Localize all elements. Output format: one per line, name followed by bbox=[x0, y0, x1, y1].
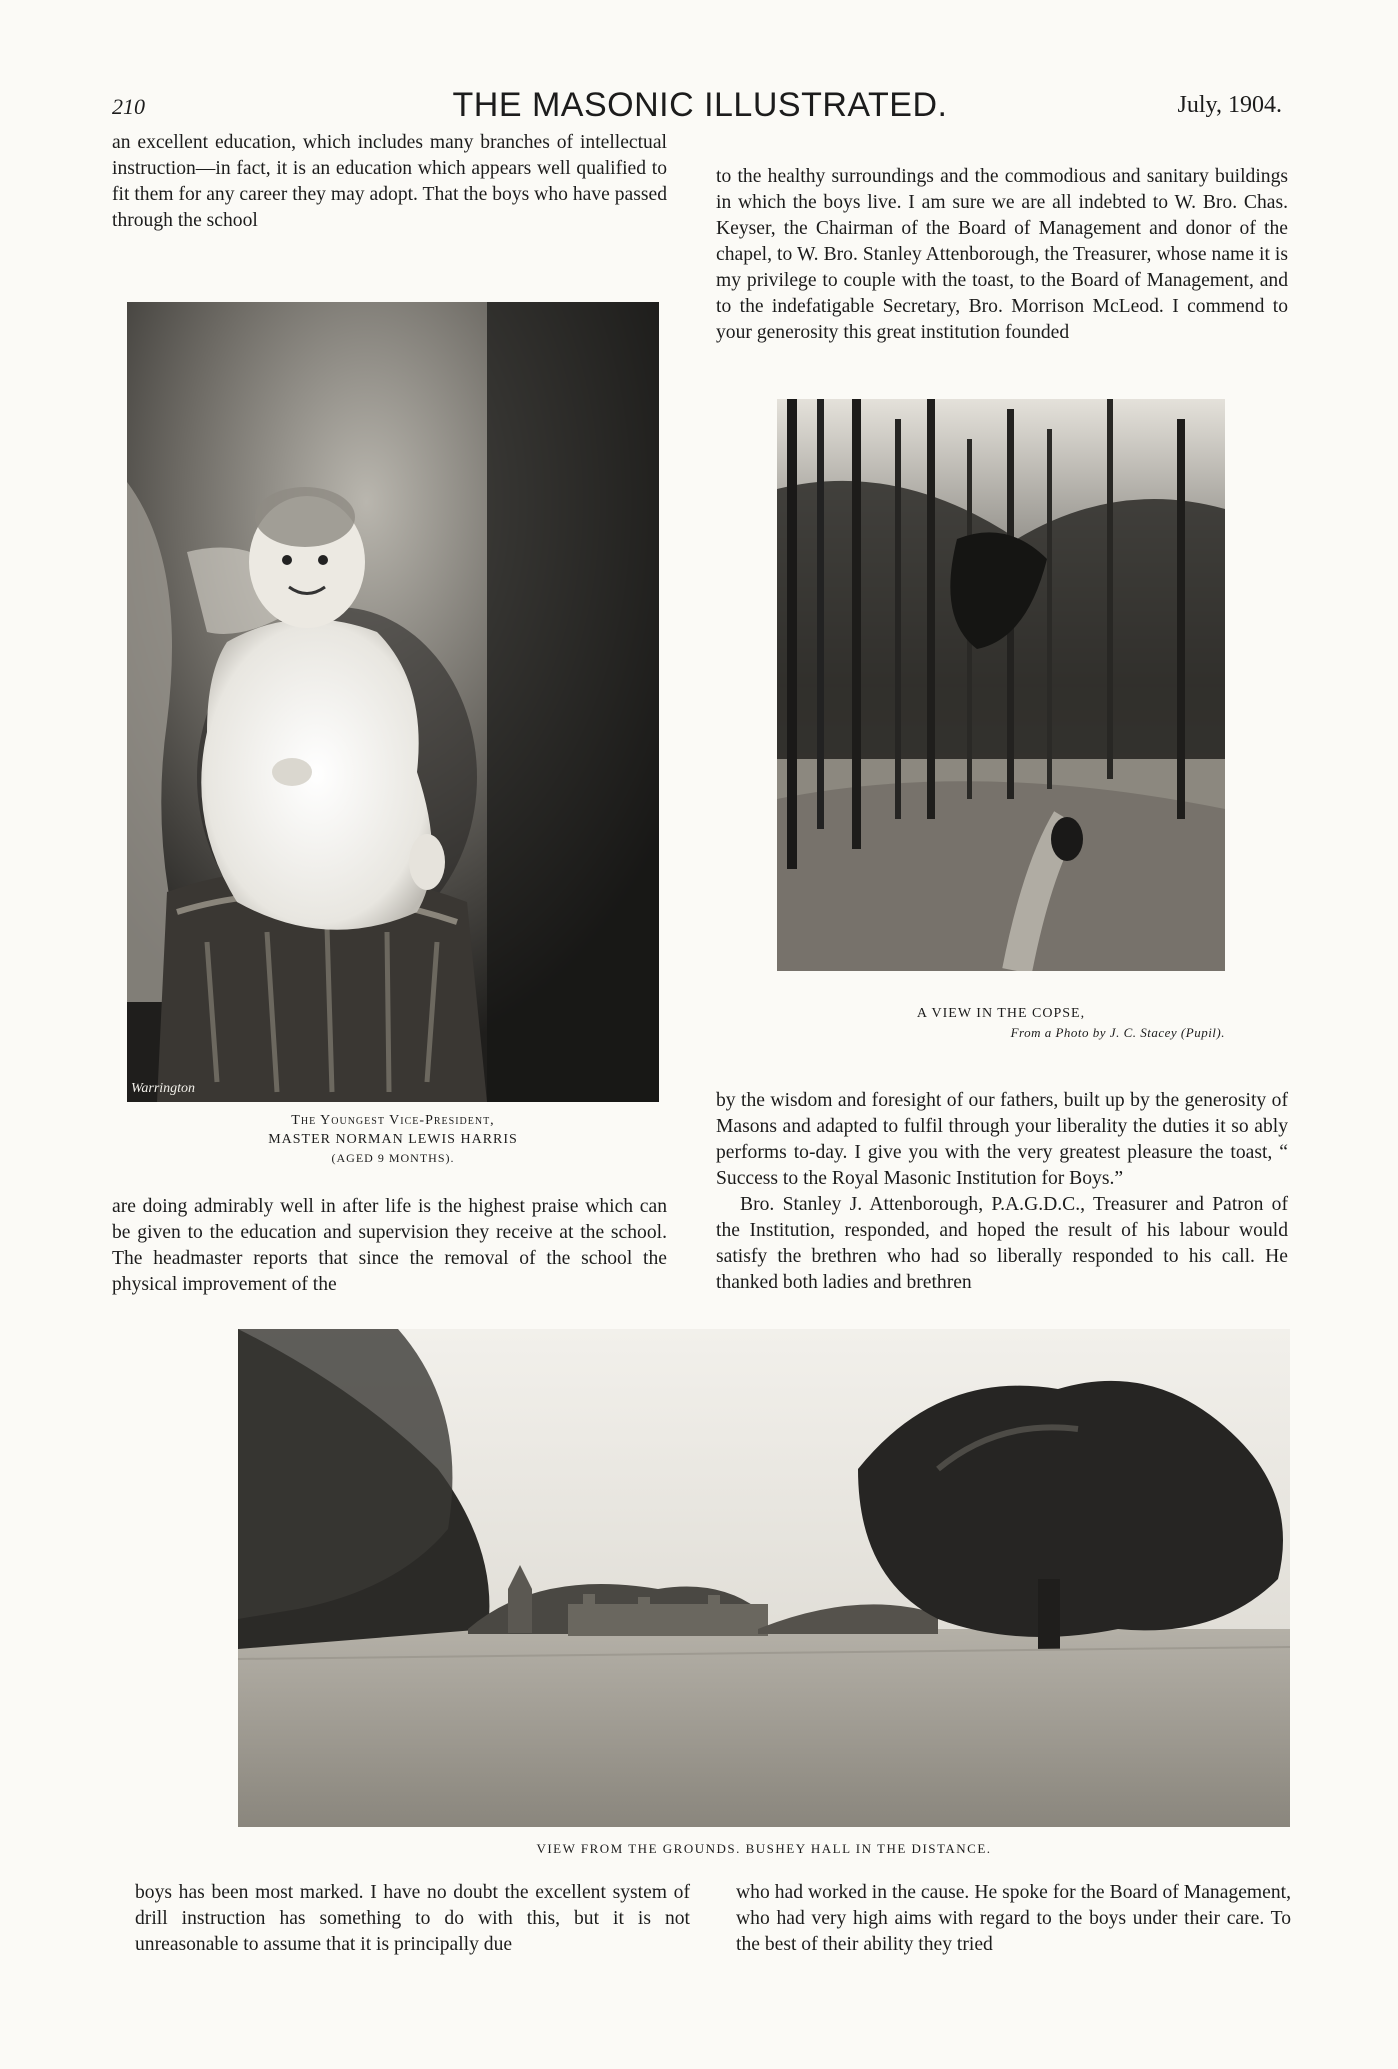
left-top-paragraph: an excellent education, which includes many branches of intellectual instruction—in fact, it is an education which appears well qualified to fit them for any career they may adopt. That the boys who have passed through the school bbox=[112, 132, 667, 231]
page-number: 210 bbox=[112, 94, 145, 119]
baby-photo-caption bbox=[127, 1111, 659, 1168]
bottom-right-text bbox=[736, 1880, 1291, 1958]
bottom-left-text bbox=[135, 1880, 690, 1958]
copse-caption-line2: From a Photo by J. C. Stacey (Pupil). bbox=[1010, 1025, 1225, 1040]
photo-signature: Warrington bbox=[131, 1081, 196, 1096]
baby-portrait-photo bbox=[127, 302, 659, 1102]
bottom-right-paragraph: who had worked in the cause. He spoke for the Board of Management, who had very high aims with regard to the boys under their care. To the best of their ability they tried bbox=[736, 1882, 1291, 1955]
baby-caption-line1: The Youngest Vice-President, bbox=[291, 1113, 495, 1128]
copse-photo bbox=[777, 399, 1225, 971]
baby-caption-line3: (AGED 9 MONTHS). bbox=[331, 1151, 455, 1165]
right-middle-paragraph: by the wisdom and foresight of our fathers, built up by the generosity of Masons and adapted to fulfil through your liberality the duties it so ably performs to-day. I give you with the very greatest pleasure the toast, “ Success to the Royal Masonic Institution for Boys.” bbox=[716, 1090, 1288, 1189]
left-column-top-text bbox=[112, 130, 667, 234]
right-column-middle-text bbox=[716, 1088, 1288, 1296]
grounds-photo-caption: VIEW FROM THE GROUNDS. BUSHEY HALL IN THE DISTANCE. bbox=[536, 1841, 992, 1856]
baby-caption-line2: MASTER NORMAN LEWIS HARRIS bbox=[268, 1132, 518, 1147]
copse-photo-caption bbox=[777, 1004, 1225, 1042]
left-bottom-paragraph: are doing admirably well in after life is the highest praise which can be given to the education and supervision they receive at the school. The headmaster reports that since the removal of the school the physical improvement of the bbox=[112, 1196, 667, 1295]
right-middle-paragraph-2: Bro. Stanley J. Attenborough, P.A.G.D.C., Treasurer and Patron of the Institution, responded, and hoped the result of his labour would satisfy the brethren who had so liberally responded to his call. He thanked both ladies and brethren bbox=[716, 1194, 1288, 1293]
issue-date: July, 1904. bbox=[1177, 92, 1282, 118]
right-column-top-text bbox=[716, 164, 1288, 346]
grounds-view-photo bbox=[238, 1329, 1290, 1827]
bottom-left-paragraph: boys has been most marked. I have no doubt the excellent system of drill instruction has something to do with this, but it is not unreasonable to assume that it is principally due bbox=[135, 1882, 690, 1955]
copse-caption-line1: A VIEW IN THE COPSE, bbox=[916, 1006, 1086, 1021]
left-column-bottom-text bbox=[112, 1194, 667, 1298]
masthead-title: THE MASONIC ILLUSTRATED. bbox=[452, 86, 948, 124]
right-top-paragraph: to the healthy surroundings and the commodious and sanitary buildings in which the boys live. I am sure we are all indebted to W. Bro. Chas. Keyser, the Chairman of the Board of Management and donor of the chapel, to W. Bro. Stanley Attenborough, the Treasurer, whose name it is my privilege to couple with the toast, to the Board of Management, and to the indefatigable Secretary, Bro. Morrison McLeod. I commend to your generosity this great institution founded bbox=[716, 166, 1288, 343]
